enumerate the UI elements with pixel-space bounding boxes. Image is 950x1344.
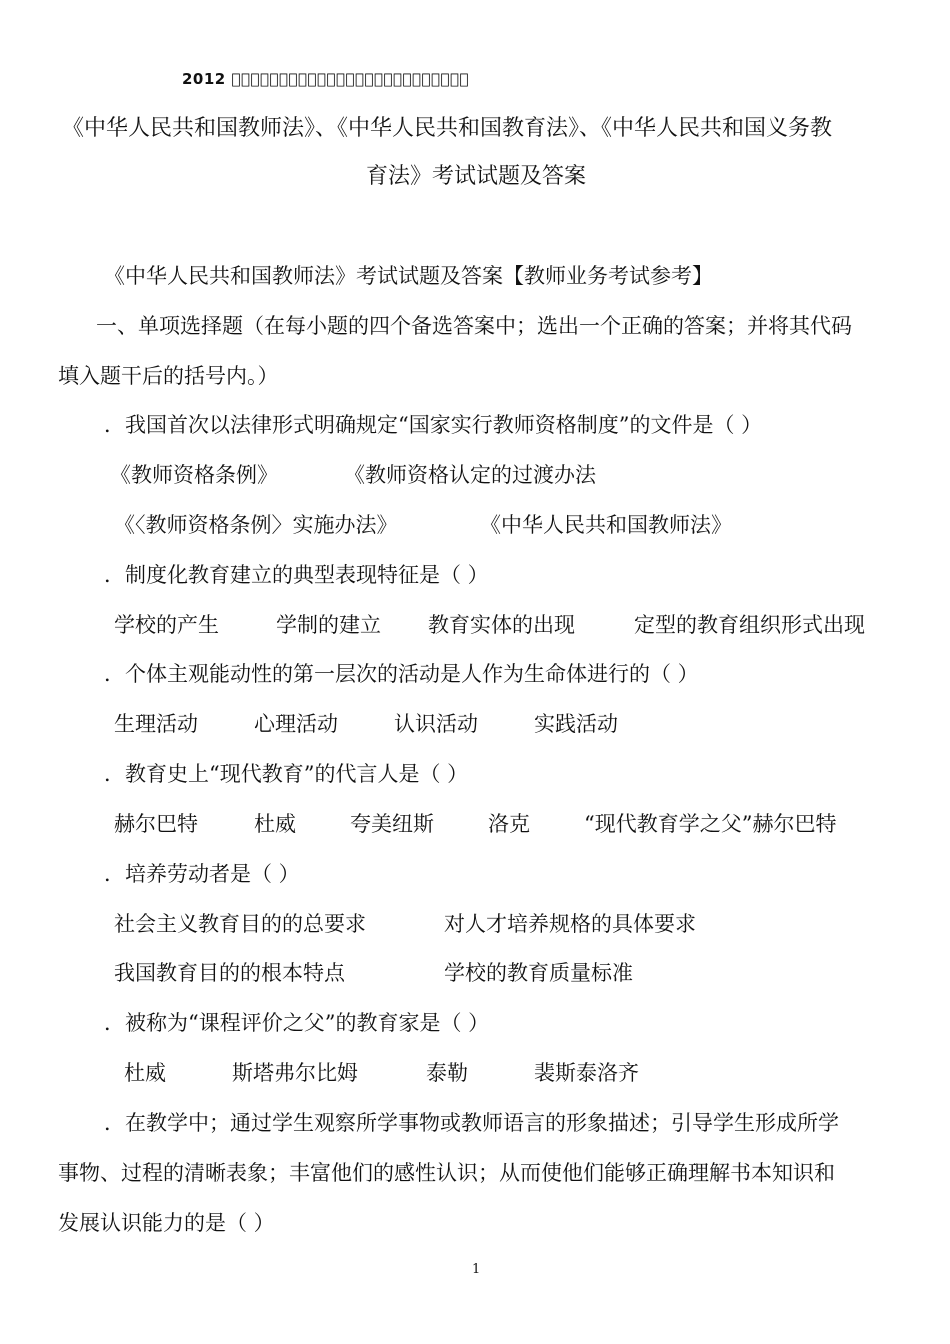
question-3-option-b: 心理活动 [254, 712, 338, 736]
question-6-option-a: 杜威 [124, 1061, 166, 1085]
question-3-option-a: 生理活动 [114, 712, 198, 736]
question-4-option-b: 杜威 [254, 812, 296, 836]
question-2-option-a: 学校的产生 [114, 613, 219, 637]
section-heading: 《中华人民共和国教师法》考试试题及答案【教师业务考试参考】 [104, 264, 713, 288]
question-3-stem: ．个体主观能动性的第一层次的活动是人作为生命体进行的（ ） [104, 662, 699, 686]
question-5-option-c: 我国教育目的的根本特点 [114, 961, 345, 985]
question-7-stem-line-2: 事物、过程的清晰表象；丰富他们的感性认识；从而使他们能够正确理解书本知识和 [58, 1161, 835, 1185]
question-6-option-c: 泰勒 [426, 1061, 468, 1085]
question-2-option-b: 学制的建立 [276, 613, 381, 637]
question-6-option-d: 裴斯泰洛齐 [534, 1061, 639, 1085]
question-4-option-e: “现代教育学之父”赫尔巴特 [584, 812, 837, 836]
question-3-option-d: 实践活动 [534, 712, 618, 736]
document-title-line-1: 《中华人民共和国教师法》、《中华人民共和国教育法》、《中华人民共和国义务教 [62, 116, 833, 141]
question-6-option-b: 斯塔弗尔比姆 [232, 1061, 358, 1085]
question-7-stem-line-1: ．在教学中；通过学生观察所学事物或教师语言的形象描述；引导学生形成所学 [104, 1111, 839, 1135]
instruction-line-2: 填入题干后的括号内。） [58, 364, 279, 388]
header-line: 2012 ￿￿￿￿￿￿￿￿￿￿￿￿￿￿￿￿￿￿￿￿￿￿￿￿￿ [182, 70, 470, 88]
question-6-stem: ．被称为“课程评价之父”的教育家是（ ） [104, 1011, 490, 1035]
question-4-stem: ．教育史上“现代教育”的代言人是（ ） [104, 762, 469, 786]
question-1-stem: ．我国首次以法律形式明确规定“国家实行教师资格制度”的文件是（ ） [104, 413, 763, 437]
question-4-option-c: 夸美纽斯 [350, 812, 434, 836]
question-4-option-a: 赫尔巴特 [114, 812, 198, 836]
question-1-option-b: 《教师资格认定的过渡办法 [344, 463, 596, 487]
question-2-option-d: 定型的教育组织形式出现 [634, 613, 865, 637]
question-2-option-c: 教育实体的出现 [428, 613, 575, 637]
question-1-option-a: 《教师资格条例》 [110, 463, 278, 487]
question-4-option-d: 洛克 [488, 812, 530, 836]
page-number: 1 [472, 1262, 481, 1277]
question-5-option-b: 对人才培养规格的具体要求 [444, 912, 696, 936]
question-2-stem: ．制度化教育建立的典型表现特征是（ ） [104, 563, 489, 587]
question-3-option-c: 认识活动 [394, 712, 478, 736]
question-5-stem: ．培养劳动者是（ ） [104, 862, 300, 886]
question-7-stem-line-3: 发展认识能力的是（ ） [58, 1211, 275, 1235]
document-title-line-2: 育法》考试试题及答案 [366, 164, 587, 189]
instruction-line-1: 一、单项选择题（在每小题的四个备选答案中；选出一个正确的答案；并将其代码 [96, 314, 852, 338]
question-5-option-d: 学校的教育质量标准 [444, 961, 633, 985]
question-1-option-c: 《〈教师资格条例〉实施办法》 [114, 513, 398, 537]
question-1-option-d: 《中华人民共和国教师法》 [480, 513, 732, 537]
question-5-option-a: 社会主义教育目的的总要求 [114, 912, 366, 936]
